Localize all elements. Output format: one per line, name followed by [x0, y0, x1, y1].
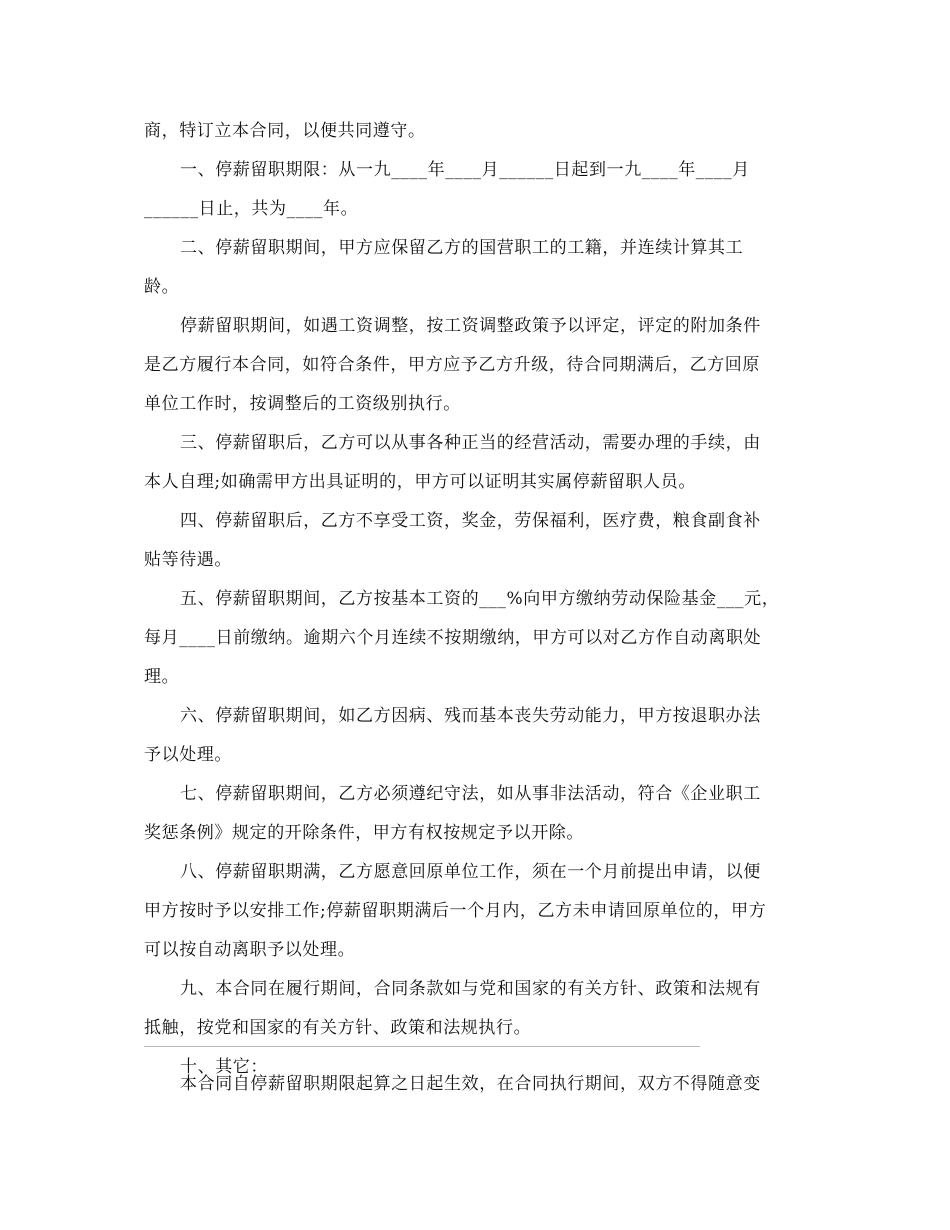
- paragraph-intro-continuation: [144, 112, 804, 151]
- text-line: 停薪留职期间，如遇工资调整，按工资调整政策予以评定，评定的附加条件: [180, 316, 761, 336]
- text-line: 理。: [144, 667, 180, 687]
- text-line: 七、停薪留职期间，乙方必须遵纪守法，如从事非法活动，符合《企业职工: [180, 784, 761, 804]
- contract-body: [144, 112, 804, 1087]
- text-line: 单位工作时，按调整后的工资级别执行。: [144, 394, 461, 414]
- contract-effective-clause: [144, 1065, 804, 1104]
- text-line: 三、停薪留职后，乙方可以从事各种正当的经营活动，需要办理的手续，由: [180, 433, 761, 453]
- clause-9-policy-conflict: [144, 970, 804, 1048]
- clause-3-business-activities: [144, 424, 804, 502]
- text-line: 可以按自动离职予以处理。: [144, 940, 356, 960]
- text-line: 龄。: [144, 277, 180, 297]
- clause-1-duration: [144, 151, 804, 229]
- text-line: 一、停薪留职期限：从一九____年____月______日起到一九____年____月: [180, 160, 750, 180]
- blank-fill-line: [144, 1046, 700, 1047]
- paragraph-effective-date: [144, 1065, 804, 1104]
- text-line: 八、停薪留职期满，乙方愿意回原单位工作，须在一个月前提出申请，以便: [180, 862, 761, 882]
- text-line: 甲方按时予以安排工作;停薪留职期满后一个月内，乙方未申请回原单位的，甲方: [144, 901, 767, 921]
- text-line: 奖惩条例》规定的开除条件，甲方有权按规定予以开除。: [144, 823, 584, 843]
- text-line: 五、停薪留职期间，乙方按基本工资的___%向甲方缴纳劳动保险基金___元，: [180, 589, 780, 609]
- text-line: 是乙方履行本合同，如符合条件，甲方应予乙方升级，待合同期满后，乙方回原: [144, 355, 760, 375]
- text-line: 予以处理。: [144, 745, 232, 765]
- clause-8-return-to-work: [144, 853, 804, 970]
- text-line: 本合同自停薪留职期限起算之日起生效，在合同执行期间，双方不得随意变: [180, 1074, 761, 1094]
- text-line: 九、本合同在履行期间，合同条款如与党和国家的有关方针、政策和法规有: [180, 979, 761, 999]
- text-line: 十、其它：: [180, 1057, 268, 1077]
- text-line: 二、停薪留职期间，甲方应保留乙方的国营职工的工籍，并连续计算其工: [180, 238, 744, 258]
- clause-2-employment-status: [144, 229, 804, 307]
- text-line: 六、停薪留职期间，如乙方因病、残而基本丧失劳动能力，甲方按退职办法: [180, 706, 761, 726]
- clause-7-discipline: [144, 775, 804, 853]
- clause-2-salary-adjustment: [144, 307, 804, 424]
- text-line: ______日止，共为____年。: [144, 199, 359, 219]
- text-line: 本人自理;如确需甲方出具证明的，甲方可以证明其实属停薪留职人员。: [144, 472, 696, 492]
- clause-6-disability: [144, 697, 804, 775]
- separator-rule: [144, 1046, 700, 1047]
- text-line: 四、停薪留职后，乙方不享受工资，奖金，劳保福利，医疗费，粮食副食补: [180, 511, 761, 531]
- clause-5-insurance-payment: [144, 580, 804, 697]
- text-line: 每月____日前缴纳。逾期六个月连续不按期缴纳，甲方可以对乙方作自动离职处: [144, 628, 762, 648]
- text-line: 商，特订立本合同，以便共同遵守。: [144, 121, 426, 141]
- text-line: 抵触，按党和国家的有关方针、政策和法规执行。: [144, 1018, 532, 1038]
- text-line: 贴等待遇。: [144, 550, 232, 570]
- clause-4-benefits: [144, 502, 804, 580]
